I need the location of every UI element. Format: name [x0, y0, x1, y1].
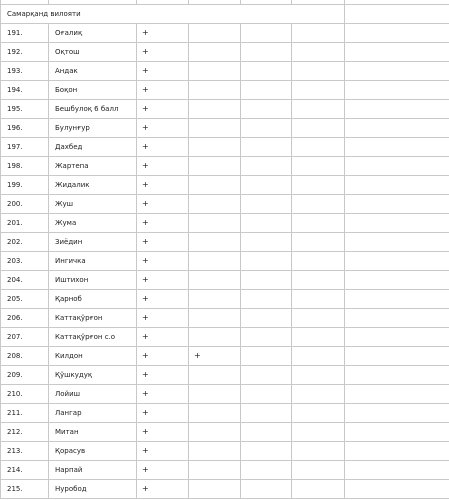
table-row [1, 195, 449, 214]
empty-cell [292, 271, 345, 290]
location-name: Ингичка [49, 252, 137, 271]
row-number: 209. [1, 366, 49, 385]
mark-column-2 [189, 423, 241, 442]
table-row [1, 385, 449, 404]
empty-cell [345, 176, 449, 195]
location-name: Қорасув [49, 442, 137, 461]
mark-column-1: + [137, 309, 189, 328]
location-name: Дахбед [49, 138, 137, 157]
mark-column-1: + [137, 176, 189, 195]
mark-column-2 [189, 271, 241, 290]
empty-cell [241, 100, 292, 119]
table-row [1, 24, 449, 43]
empty-cell [292, 195, 345, 214]
mark-column-1: + [137, 119, 189, 138]
location-name: Қарноб [49, 290, 137, 309]
empty-cell [292, 480, 345, 499]
empty-cell [241, 62, 292, 81]
empty-cell [241, 138, 292, 157]
empty-cell [292, 290, 345, 309]
mark-column-1: + [137, 366, 189, 385]
mark-column-1: + [137, 157, 189, 176]
empty-cell [241, 119, 292, 138]
empty-cell [241, 24, 292, 43]
empty-cell [241, 366, 292, 385]
empty-cell [345, 252, 449, 271]
mark-column-2 [189, 328, 241, 347]
location-name: Нуробод [49, 480, 137, 499]
mark-column-1: + [137, 62, 189, 81]
empty-cell [241, 252, 292, 271]
mark-column-2 [189, 385, 241, 404]
empty-cell [292, 81, 345, 100]
mark-column-1: + [137, 43, 189, 62]
empty-cell [345, 442, 449, 461]
table-row [1, 328, 449, 347]
mark-column-1: + [137, 214, 189, 233]
row-number: 204. [1, 271, 49, 290]
mark-column-1: + [137, 233, 189, 252]
table-row [1, 461, 449, 480]
empty-cell [241, 271, 292, 290]
location-name: Каттақўрғон с.о [49, 328, 137, 347]
table-row [1, 119, 449, 138]
row-number: 194. [1, 81, 49, 100]
row-number: 197. [1, 138, 49, 157]
mark-column-1: + [137, 461, 189, 480]
mark-column-2 [189, 119, 241, 138]
empty-cell [292, 347, 345, 366]
location-name: Оғалиқ [49, 24, 137, 43]
empty-cell [292, 252, 345, 271]
empty-cell [345, 195, 449, 214]
row-number: 192. [1, 43, 49, 62]
table-row [1, 138, 449, 157]
empty-cell [241, 347, 292, 366]
empty-cell [345, 24, 449, 43]
location-name: Митан [49, 423, 137, 442]
empty-cell [241, 157, 292, 176]
empty-cell [345, 366, 449, 385]
empty-cell [345, 138, 449, 157]
row-number: 200. [1, 195, 49, 214]
row-number: 206. [1, 309, 49, 328]
location-name: Жартепа [49, 157, 137, 176]
table-row [1, 176, 449, 195]
empty-cell [241, 461, 292, 480]
empty-cell [292, 43, 345, 62]
empty-cell [241, 290, 292, 309]
empty-cell [241, 480, 292, 499]
empty-cell [345, 461, 449, 480]
row-number: 191. [1, 24, 49, 43]
mark-column-1: + [137, 442, 189, 461]
empty-cell [345, 423, 449, 442]
location-name: Нарпай [49, 461, 137, 480]
mark-column-1: + [137, 290, 189, 309]
mark-column-2 [189, 24, 241, 43]
mark-column-2 [189, 309, 241, 328]
mark-column-1: + [137, 24, 189, 43]
empty-cell [241, 442, 292, 461]
location-name: Жуш [49, 195, 137, 214]
table-row [1, 404, 449, 423]
table-row [1, 43, 449, 62]
mark-column-1: + [137, 100, 189, 119]
row-number: 193. [1, 62, 49, 81]
empty-cell [241, 81, 292, 100]
row-number: 213. [1, 442, 49, 461]
empty-cell [241, 214, 292, 233]
mark-column-1: + [137, 271, 189, 290]
table-row [1, 290, 449, 309]
location-name: Килдон [49, 347, 137, 366]
mark-column-1: + [137, 328, 189, 347]
location-name: Жума [49, 214, 137, 233]
table-row [1, 62, 449, 81]
table-row [1, 252, 449, 271]
row-number: 196. [1, 119, 49, 138]
region-title: Самарқанд вилояти [1, 5, 345, 24]
mark-column-2 [189, 252, 241, 271]
empty-cell [292, 461, 345, 480]
mark-column-2 [189, 404, 241, 423]
row-number: 212. [1, 423, 49, 442]
mark-column-2 [189, 43, 241, 62]
empty-cell [292, 404, 345, 423]
location-name: Лангар [49, 404, 137, 423]
table-row [1, 233, 449, 252]
row-number: 201. [1, 214, 49, 233]
empty-cell [292, 157, 345, 176]
row-number: 211. [1, 404, 49, 423]
mark-column-1: + [137, 252, 189, 271]
empty-cell [345, 119, 449, 138]
mark-column-2 [189, 81, 241, 100]
empty-cell [241, 423, 292, 442]
mark-column-2 [189, 195, 241, 214]
row-number: 203. [1, 252, 49, 271]
location-name: Қўшкудуқ [49, 366, 137, 385]
mark-column-2 [189, 233, 241, 252]
empty-cell [345, 328, 449, 347]
empty-cell [345, 62, 449, 81]
mark-column-2 [189, 100, 241, 119]
mark-column-1: + [137, 81, 189, 100]
location-name: Булунғур [49, 119, 137, 138]
empty-cell [292, 176, 345, 195]
table-row [1, 347, 449, 366]
empty-cell [345, 81, 449, 100]
mark-column-1: + [137, 480, 189, 499]
table-row [1, 423, 449, 442]
mark-column-2 [189, 366, 241, 385]
empty-cell [345, 214, 449, 233]
region-header-row [1, 5, 449, 24]
empty-cell [345, 385, 449, 404]
empty-cell [345, 271, 449, 290]
location-name: Оқтош [49, 43, 137, 62]
mark-column-2 [189, 290, 241, 309]
empty-cell [292, 24, 345, 43]
location-name: Боқон [49, 81, 137, 100]
empty-cell [292, 138, 345, 157]
empty-cell [345, 233, 449, 252]
empty-cell [345, 347, 449, 366]
empty-cell [345, 404, 449, 423]
mark-column-1: + [137, 195, 189, 214]
empty-cell [292, 423, 345, 442]
empty-cell [345, 290, 449, 309]
location-name: Жидалик [49, 176, 137, 195]
row-number: 202. [1, 233, 49, 252]
mark-column-1: + [137, 423, 189, 442]
region-empty-cell [345, 5, 449, 24]
mark-column-1: + [137, 347, 189, 366]
row-number: 207. [1, 328, 49, 347]
empty-cell [292, 233, 345, 252]
mark-column-2 [189, 62, 241, 81]
table-row [1, 480, 449, 499]
table-body [1, 0, 449, 499]
table-row [1, 157, 449, 176]
location-name: Каттақўрғон [49, 309, 137, 328]
row-number: 199. [1, 176, 49, 195]
table-row [1, 81, 449, 100]
empty-cell [241, 309, 292, 328]
location-name: Иштихон [49, 271, 137, 290]
empty-cell [241, 43, 292, 62]
table-row [1, 214, 449, 233]
empty-cell [292, 385, 345, 404]
mark-column-2: + [189, 347, 241, 366]
location-name: Лойиш [49, 385, 137, 404]
table-row [1, 271, 449, 290]
empty-cell [292, 100, 345, 119]
row-number: 215. [1, 480, 49, 499]
mark-column-2 [189, 442, 241, 461]
empty-cell [292, 62, 345, 81]
location-name: Андак [49, 62, 137, 81]
row-number: 208. [1, 347, 49, 366]
row-number: 198. [1, 157, 49, 176]
empty-cell [292, 366, 345, 385]
empty-cell [241, 176, 292, 195]
mark-column-2 [189, 138, 241, 157]
row-number: 210. [1, 385, 49, 404]
empty-cell [345, 43, 449, 62]
mark-column-1: + [137, 138, 189, 157]
table-row [1, 100, 449, 119]
mark-column-1: + [137, 404, 189, 423]
empty-cell [241, 233, 292, 252]
mark-column-2 [189, 214, 241, 233]
empty-cell [292, 442, 345, 461]
mark-column-2 [189, 176, 241, 195]
empty-cell [292, 328, 345, 347]
row-number: 205. [1, 290, 49, 309]
row-number: 214. [1, 461, 49, 480]
location-name: Бешбулоқ 6 балл [49, 100, 137, 119]
empty-cell [345, 480, 449, 499]
empty-cell [292, 214, 345, 233]
empty-cell [241, 195, 292, 214]
mark-column-1: + [137, 385, 189, 404]
mark-column-2 [189, 480, 241, 499]
table-row [1, 366, 449, 385]
row-number: 195. [1, 100, 49, 119]
table-row [1, 442, 449, 461]
empty-cell [345, 157, 449, 176]
location-name: Зиёдин [49, 233, 137, 252]
empty-cell [345, 309, 449, 328]
empty-cell [292, 309, 345, 328]
table-row [1, 309, 449, 328]
empty-cell [241, 404, 292, 423]
empty-cell [292, 119, 345, 138]
empty-cell [241, 328, 292, 347]
mark-column-2 [189, 157, 241, 176]
empty-cell [345, 100, 449, 119]
mark-column-2 [189, 461, 241, 480]
empty-cell [241, 385, 292, 404]
